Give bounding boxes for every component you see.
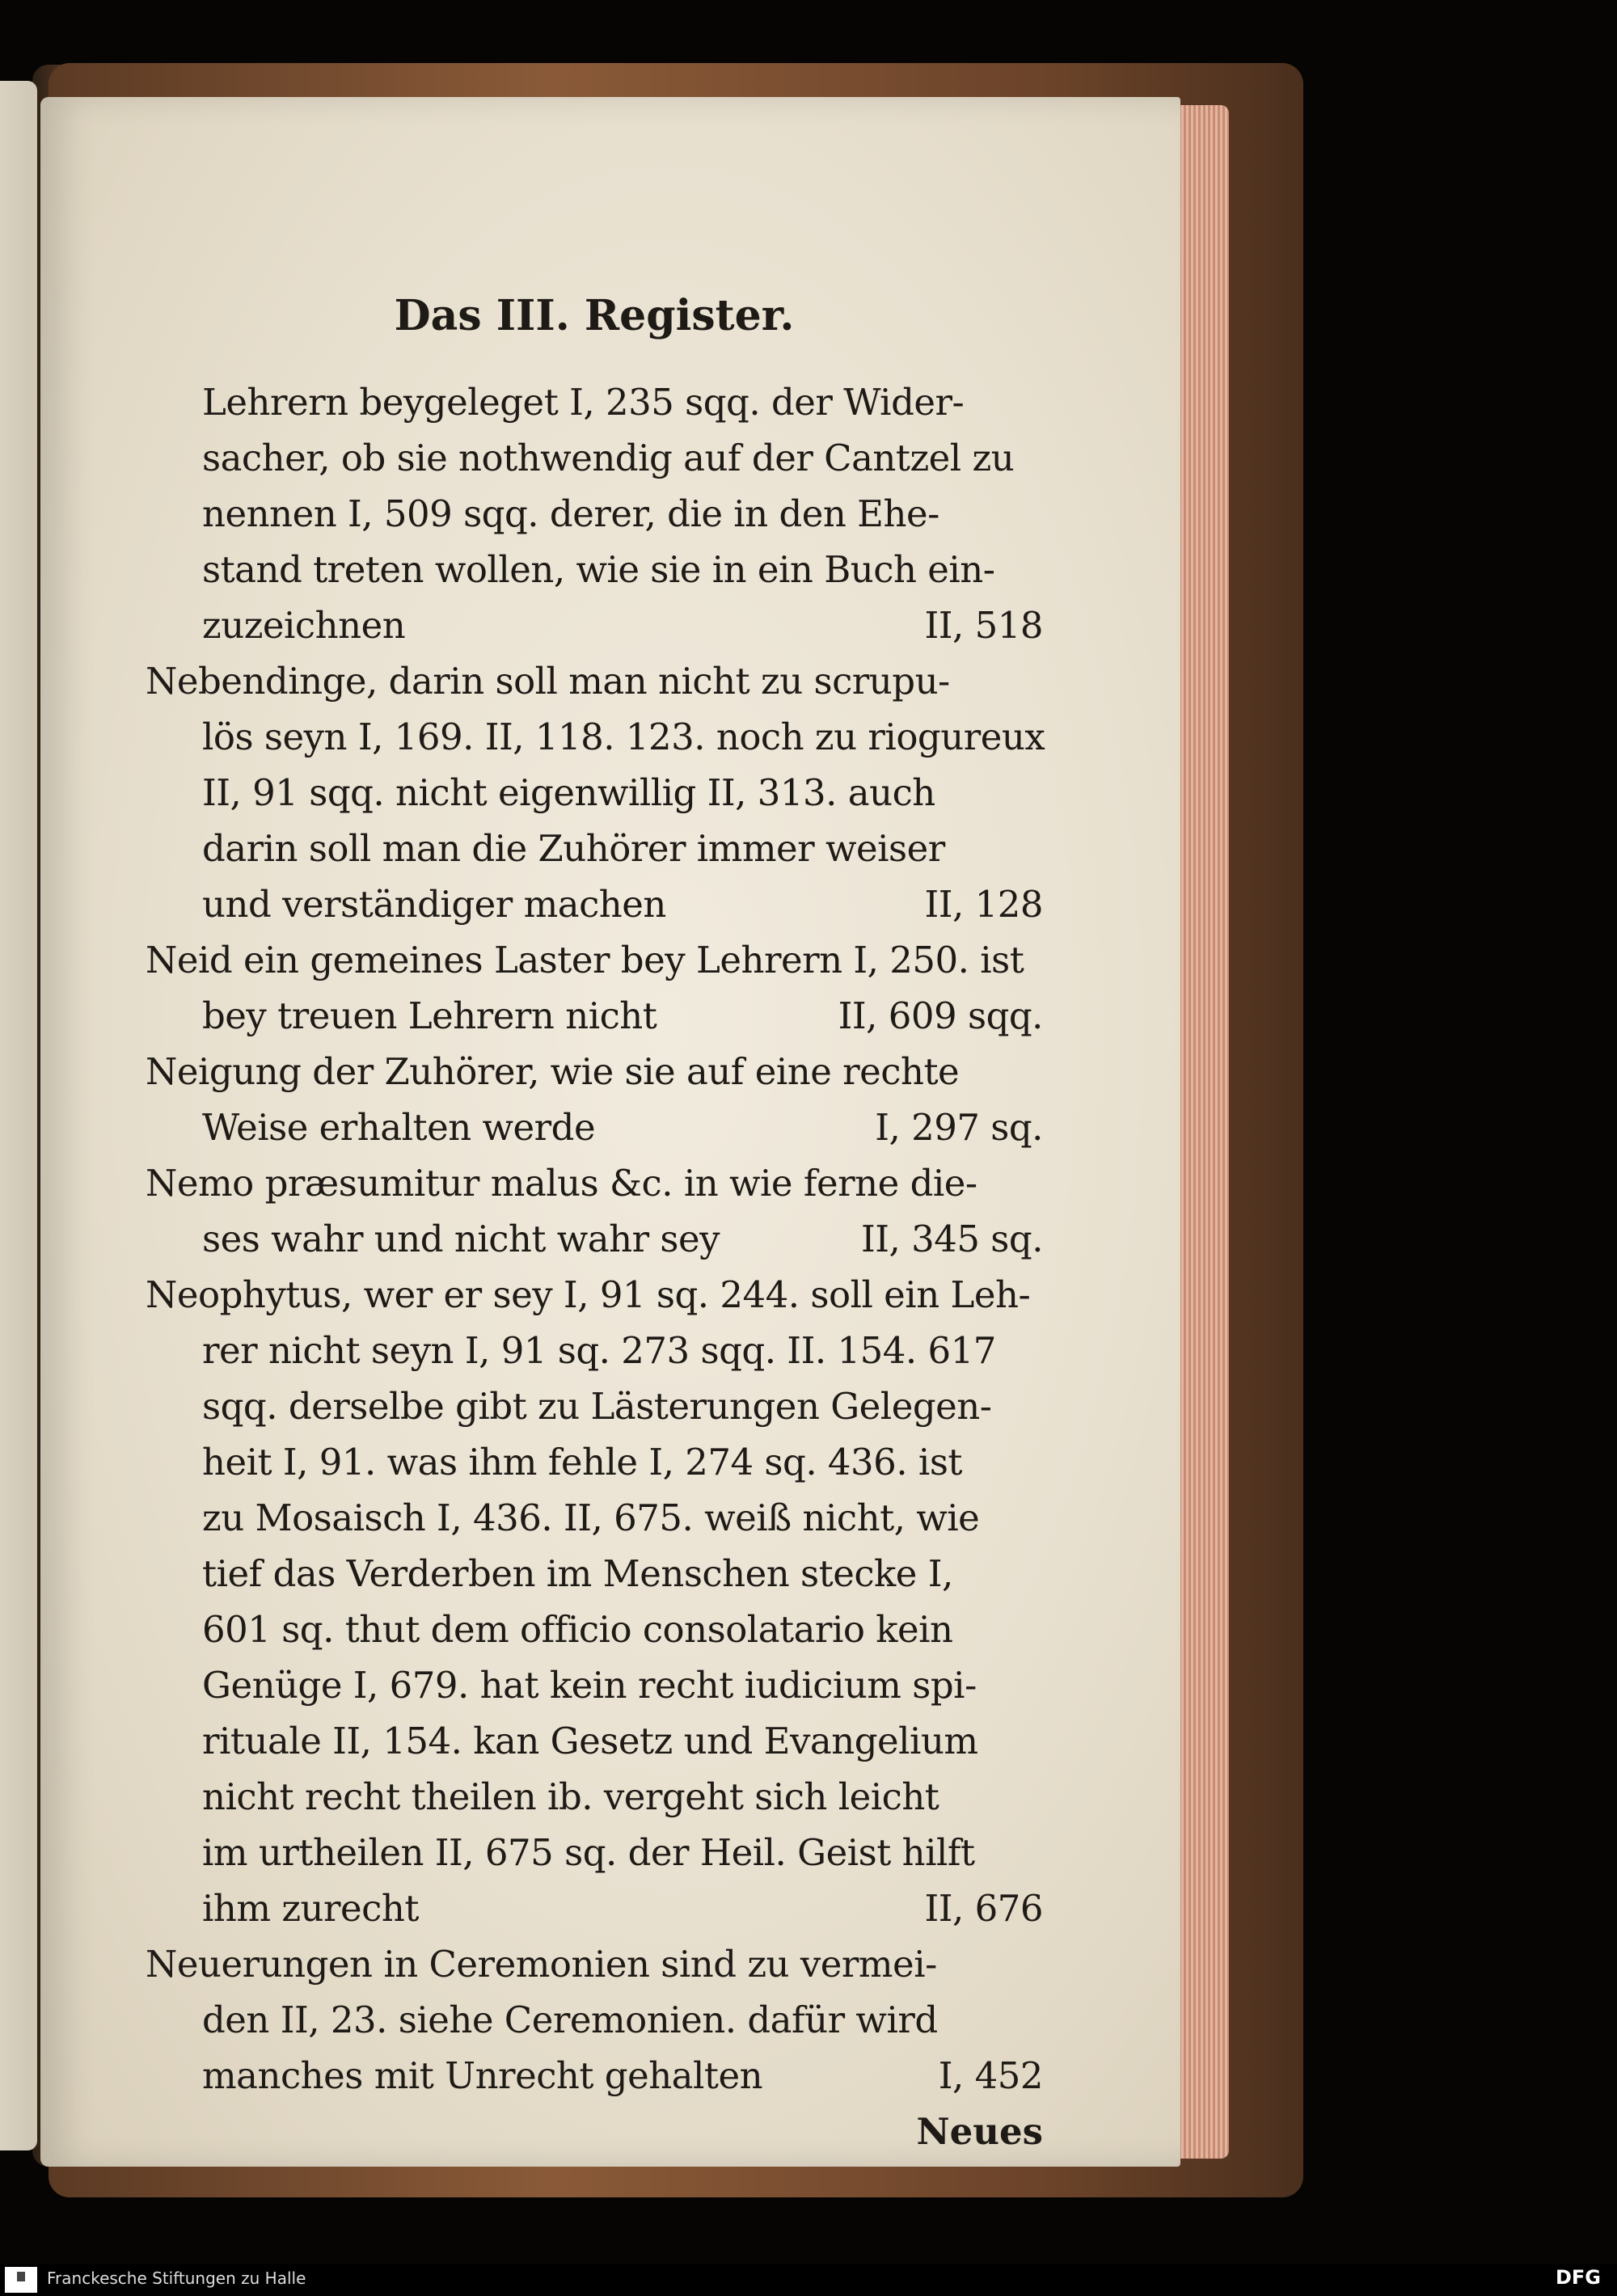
register-line (146, 1546, 1043, 1602)
register-entries (146, 374, 1043, 2104)
line-text: heit I, 91. was ihm fehle I, 274 sq. 436. ist (202, 1441, 962, 1484)
line-text: und verständiger machen (202, 883, 666, 926)
register-line (146, 1490, 1043, 1546)
register-line (146, 1992, 1043, 2048)
register-line (146, 597, 1043, 653)
line-text: Nemo præsumitur malus &c. in wie ferne die- (146, 1162, 977, 1205)
page-reference: II, 676 (924, 1887, 1043, 1930)
line-text: darin soll man die Zuhörer immer weiser (202, 827, 945, 870)
line-text: Genüge I, 679. hat kein recht iudicium spi- (202, 1664, 977, 1707)
register-line (146, 765, 1043, 821)
register-line (146, 709, 1043, 765)
register-line (146, 932, 1043, 988)
register-line (146, 374, 1043, 430)
line-text: zuzeichnen (202, 604, 406, 647)
page-reference: I, 452 (938, 2054, 1043, 2097)
line-text: den II, 23. siehe Ceremonien. dafür wird (202, 1998, 938, 2041)
book-page (40, 97, 1180, 2167)
page-header: Das III. Register. (394, 291, 795, 340)
logo-mark (17, 2272, 25, 2281)
page-reference: II, 345 sq. (860, 1218, 1043, 1260)
line-text: Weise erhalten werde (202, 1106, 596, 1149)
line-text: bey treuen Lehrern nicht (202, 994, 657, 1037)
line-text: Neophytus, wer er sey I, 91 sq. 244. soll ein Leh- (146, 1273, 1031, 1316)
line-text: Neid ein gemeines Laster bey Lehrern I, 250. ist (146, 939, 1024, 981)
register-line (146, 1211, 1043, 1267)
line-text: stand treten wollen, wie sie in ein Buch ein- (202, 548, 995, 591)
register-line (146, 542, 1043, 597)
institution-name: Franckesche Stiftungen zu Halle (47, 2269, 306, 2288)
register-line (146, 876, 1043, 932)
register-line (146, 653, 1043, 709)
register-line (146, 1602, 1043, 1657)
register-line (146, 1769, 1043, 1825)
register-line (146, 1825, 1043, 1880)
register-line (146, 821, 1043, 876)
line-text: Lehrern beygeleget I, 235 sqq. der Wider- (202, 381, 965, 424)
line-text: lös seyn I, 169. II, 118. 123. noch zu riogureux (202, 715, 1045, 758)
register-line (146, 1378, 1043, 1434)
line-text: manches mit Unrecht gehalten (202, 2054, 763, 2097)
catchword: Neues (916, 2110, 1043, 2153)
page-reference: I, 297 sq. (875, 1106, 1043, 1149)
page-reference: II, 609 sqq. (838, 994, 1043, 1037)
register-line (146, 1657, 1043, 1713)
line-text: sqq. derselbe gibt zu Lästerungen Gelegen- (202, 1385, 992, 1428)
institution-logo (5, 2267, 37, 2293)
line-text: Nebendinge, darin soll man nicht zu scrupu- (146, 660, 950, 703)
line-text: ihm zurecht (202, 1887, 419, 1930)
line-text: Neigung der Zuhörer, wie sie auf eine rechte (146, 1050, 960, 1093)
register-line (146, 1155, 1043, 1211)
line-text: tief das Verderben im Menschen stecke I, (202, 1552, 953, 1595)
page-reference: II, 518 (924, 604, 1043, 647)
line-text: rituale II, 154. kan Gesetz und Evangelium (202, 1720, 978, 1762)
register-line (146, 1323, 1043, 1378)
line-text: II, 91 sqq. nicht eigenwillig II, 313. auch (202, 771, 935, 814)
register-line (146, 988, 1043, 1044)
register-line (146, 1880, 1043, 1936)
page-content (146, 291, 1043, 2159)
line-text: im urtheilen II, 675 sq. der Heil. Geist hilft (202, 1831, 975, 1874)
register-line (146, 1099, 1043, 1155)
register-line (146, 2048, 1043, 2104)
facing-page-edge (0, 81, 37, 2150)
line-text: sacher, ob sie nothwendig auf der Cantzel zu (202, 437, 1015, 479)
line-text: ses wahr und nicht wahr sey (202, 1218, 720, 1260)
line-text: zu Mosaisch I, 436. II, 675. weiß nicht, wie (202, 1496, 980, 1539)
line-text: 601 sq. thut dem officio consolatario kein (202, 1608, 953, 1651)
dfg-logo: DFG (1555, 2266, 1601, 2289)
register-line (146, 486, 1043, 542)
register-line (146, 1044, 1043, 1099)
register-line (146, 1713, 1043, 1769)
line-text: rer nicht seyn I, 91 sq. 273 sqq. II. 154. 617 (202, 1329, 996, 1372)
register-line (146, 1267, 1043, 1323)
register-line (146, 430, 1043, 486)
line-text: nennen I, 509 sqq. derer, die in den Ehe- (202, 492, 939, 535)
line-text: Neuerungen in Ceremonien sind zu vermei- (146, 1943, 937, 1986)
register-line (146, 1434, 1043, 1490)
page-reference: II, 128 (924, 883, 1043, 926)
line-text: nicht recht theilen ib. vergeht sich leicht (202, 1775, 939, 1818)
register-line (146, 1936, 1043, 1992)
